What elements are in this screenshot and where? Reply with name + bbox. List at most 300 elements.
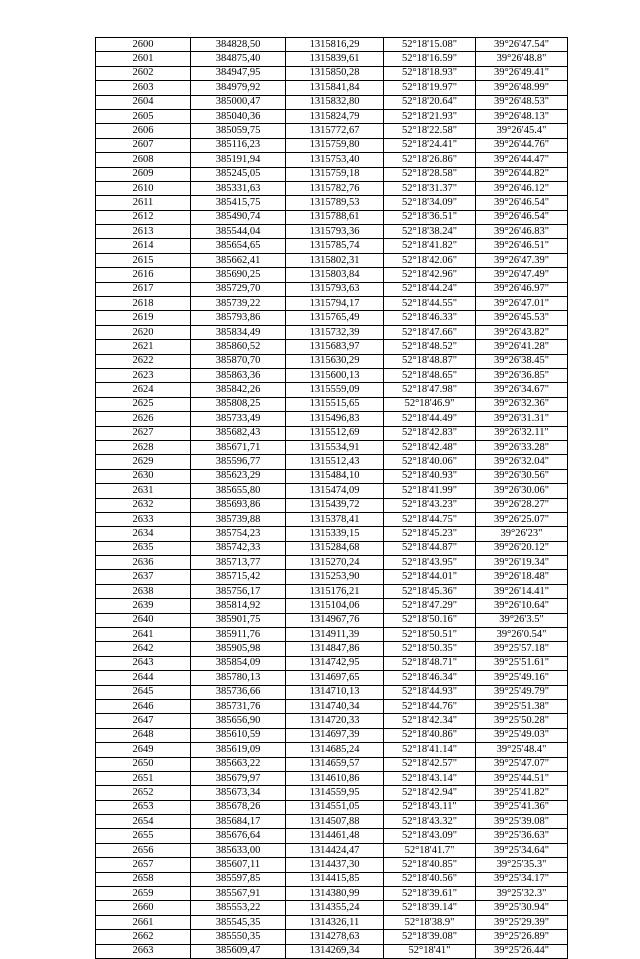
y-coordinate-cell: 1314610,86 [286,771,384,785]
latitude-cell: 52°18'41.14" [384,743,476,757]
y-coordinate-cell: 1315284,68 [286,541,384,555]
longitude-cell: 39°26'32.36" [476,397,568,411]
longitude-cell: 39°26'18.48" [476,570,568,584]
point-number-cell: 2618 [96,297,191,311]
x-coordinate-cell: 385682,43 [191,426,286,440]
longitude-cell: 39°26'47.49" [476,268,568,282]
x-coordinate-cell: 385545,35 [191,915,286,929]
latitude-cell: 52°18'48.52" [384,340,476,354]
longitude-cell: 39°26'10.64" [476,599,568,613]
latitude-cell: 52°18'40.56" [384,872,476,886]
y-coordinate-cell: 1315683,97 [286,340,384,354]
table-row [96,642,568,656]
table-row [96,714,568,728]
table-row [96,282,568,296]
y-coordinate-cell: 1315759,18 [286,167,384,181]
latitude-cell: 52°18'48.87" [384,354,476,368]
latitude-cell: 52°18'42.48" [384,440,476,454]
y-coordinate-cell: 1315841,84 [286,81,384,95]
longitude-cell: 39°26'43.82" [476,325,568,339]
x-coordinate-cell: 385780,13 [191,671,286,685]
table-row [96,397,568,411]
y-coordinate-cell: 1314685,24 [286,743,384,757]
latitude-cell: 52°18'46.33" [384,311,476,325]
latitude-cell: 52°18'44.76" [384,699,476,713]
latitude-cell: 52°18'40.06" [384,455,476,469]
x-coordinate-cell: 385808,25 [191,397,286,411]
y-coordinate-cell: 1315839,61 [286,52,384,66]
point-number-cell: 2655 [96,829,191,843]
y-coordinate-cell: 1315253,90 [286,570,384,584]
y-coordinate-cell: 1315534,91 [286,440,384,454]
y-coordinate-cell: 1315753,40 [286,153,384,167]
point-number-cell: 2607 [96,138,191,152]
longitude-cell: 39°25'36.63" [476,829,568,843]
y-coordinate-cell: 1314380,99 [286,887,384,901]
table-row [96,239,568,253]
x-coordinate-cell: 385116,23 [191,138,286,152]
latitude-cell: 52°18'43.32" [384,815,476,829]
y-coordinate-cell: 1315788,61 [286,210,384,224]
table-row [96,340,568,354]
table-row [96,743,568,757]
x-coordinate-cell: 385756,17 [191,584,286,598]
latitude-cell: 52°18'44.87" [384,541,476,555]
longitude-cell: 39°26'19.34" [476,556,568,570]
longitude-cell: 39°25'47.07" [476,757,568,771]
table-row [96,297,568,311]
table-row [96,613,568,627]
point-number-cell: 2612 [96,210,191,224]
x-coordinate-cell: 385662,41 [191,253,286,267]
point-number-cell: 2617 [96,282,191,296]
table-row [96,527,568,541]
y-coordinate-cell: 1315339,15 [286,527,384,541]
y-coordinate-cell: 1315789,53 [286,196,384,210]
y-coordinate-cell: 1315176,21 [286,584,384,598]
longitude-cell: 39°26'48.53" [476,95,568,109]
table-row [96,556,568,570]
latitude-cell: 52°18'18.93" [384,66,476,80]
latitude-cell: 52°18'46.9" [384,397,476,411]
x-coordinate-cell: 384828,50 [191,38,286,52]
longitude-cell: 39°25'49.03" [476,728,568,742]
x-coordinate-cell: 385567,91 [191,887,286,901]
y-coordinate-cell: 1315824,79 [286,109,384,123]
x-coordinate-cell: 385059,75 [191,124,286,138]
point-number-cell: 2652 [96,786,191,800]
point-number-cell: 2640 [96,613,191,627]
x-coordinate-cell: 385553,22 [191,901,286,915]
longitude-cell: 39°25'30.94" [476,901,568,915]
x-coordinate-cell: 385000,47 [191,95,286,109]
longitude-cell: 39°26'3.5" [476,613,568,627]
y-coordinate-cell: 1315772,67 [286,124,384,138]
x-coordinate-cell: 385693,86 [191,498,286,512]
longitude-cell: 39°26'30.06" [476,484,568,498]
longitude-cell: 39°26'0.54" [476,628,568,642]
y-coordinate-cell: 1315600,13 [286,368,384,382]
longitude-cell: 39°26'38.45" [476,354,568,368]
latitude-cell: 52°18'16.59" [384,52,476,66]
point-number-cell: 2601 [96,52,191,66]
table-row [96,829,568,843]
y-coordinate-cell: 1315794,17 [286,297,384,311]
longitude-cell: 39°26'44.82" [476,167,568,181]
table-row [96,268,568,282]
point-number-cell: 2632 [96,498,191,512]
point-number-cell: 2602 [96,66,191,80]
latitude-cell: 52°18'42.06" [384,253,476,267]
x-coordinate-cell: 385550,35 [191,930,286,944]
table-row [96,253,568,267]
longitude-cell: 39°25'26.89" [476,930,568,944]
table-row [96,81,568,95]
table-row [96,887,568,901]
table-row [96,815,568,829]
y-coordinate-cell: 1315270,24 [286,556,384,570]
table-row [96,469,568,483]
longitude-cell: 39°26'46.54" [476,210,568,224]
point-number-cell: 2600 [96,38,191,52]
longitude-cell: 39°26'20.12" [476,541,568,555]
table-row [96,311,568,325]
point-number-cell: 2628 [96,440,191,454]
x-coordinate-cell: 385754,23 [191,527,286,541]
x-coordinate-cell: 385654,65 [191,239,286,253]
table-row [96,455,568,469]
latitude-cell: 52°18'45.23" [384,527,476,541]
y-coordinate-cell: 1314659,57 [286,757,384,771]
longitude-cell: 39°25'29.39" [476,915,568,929]
longitude-cell: 39°26'45.53" [476,311,568,325]
longitude-cell: 39°26'47.54" [476,38,568,52]
point-number-cell: 2626 [96,412,191,426]
point-number-cell: 2643 [96,656,191,670]
y-coordinate-cell: 1315793,36 [286,225,384,239]
y-coordinate-cell: 1315378,41 [286,512,384,526]
longitude-cell: 39°25'41.82" [476,786,568,800]
y-coordinate-cell: 1315803,84 [286,268,384,282]
table-row [96,628,568,642]
latitude-cell: 52°18'40.86" [384,728,476,742]
longitude-cell: 39°26'46.97" [476,282,568,296]
table-row [96,484,568,498]
point-number-cell: 2659 [96,887,191,901]
latitude-cell: 52°18'43.95" [384,556,476,570]
longitude-cell: 39°26'14.41" [476,584,568,598]
point-number-cell: 2660 [96,901,191,915]
point-number-cell: 2648 [96,728,191,742]
table-row [96,728,568,742]
table-row [96,412,568,426]
coordinate-table [95,37,568,959]
latitude-cell: 52°18'44.01" [384,570,476,584]
point-number-cell: 2654 [96,815,191,829]
point-number-cell: 2620 [96,325,191,339]
point-number-cell: 2649 [96,743,191,757]
longitude-cell: 39°26'46.54" [476,196,568,210]
longitude-cell: 39°26'34.67" [476,383,568,397]
latitude-cell: 52°18'45.36" [384,584,476,598]
x-coordinate-cell: 385834,49 [191,325,286,339]
point-number-cell: 2658 [96,872,191,886]
x-coordinate-cell: 385671,71 [191,440,286,454]
y-coordinate-cell: 1314415,85 [286,872,384,886]
longitude-cell: 39°25'51.38" [476,699,568,713]
table-row [96,786,568,800]
table-row [96,901,568,915]
point-number-cell: 2636 [96,556,191,570]
latitude-cell: 52°18'26.86" [384,153,476,167]
y-coordinate-cell: 1315793,63 [286,282,384,296]
point-number-cell: 2613 [96,225,191,239]
point-number-cell: 2616 [96,268,191,282]
table-row [96,368,568,382]
point-number-cell: 2661 [96,915,191,929]
latitude-cell: 52°18'36.51" [384,210,476,224]
latitude-cell: 52°18'41" [384,944,476,958]
latitude-cell: 52°18'44.55" [384,297,476,311]
latitude-cell: 52°18'47.29" [384,599,476,613]
y-coordinate-cell: 1315439,72 [286,498,384,512]
longitude-cell: 39°25'34.64" [476,843,568,857]
y-coordinate-cell: 1315512,69 [286,426,384,440]
table-row [96,685,568,699]
point-number-cell: 2625 [96,397,191,411]
point-number-cell: 2619 [96,311,191,325]
latitude-cell: 52°18'31.37" [384,181,476,195]
latitude-cell: 52°18'39.61" [384,887,476,901]
y-coordinate-cell: 1315484,10 [286,469,384,483]
longitude-cell: 39°26'46.51" [476,239,568,253]
table-row [96,843,568,857]
latitude-cell: 52°18'19.97" [384,81,476,95]
latitude-cell: 52°18'39.14" [384,901,476,915]
y-coordinate-cell: 1315832,80 [286,95,384,109]
y-coordinate-cell: 1315850,28 [286,66,384,80]
table-row [96,95,568,109]
x-coordinate-cell: 385331,63 [191,181,286,195]
y-coordinate-cell: 1315559,09 [286,383,384,397]
y-coordinate-cell: 1315785,74 [286,239,384,253]
table-row [96,66,568,80]
y-coordinate-cell: 1315474,09 [286,484,384,498]
point-number-cell: 2610 [96,181,191,195]
y-coordinate-cell: 1315630,29 [286,354,384,368]
y-coordinate-cell: 1314461,48 [286,829,384,843]
point-number-cell: 2651 [96,771,191,785]
latitude-cell: 52°18'47.66" [384,325,476,339]
longitude-cell: 39°26'46.12" [476,181,568,195]
x-coordinate-cell: 385673,34 [191,786,286,800]
longitude-cell: 39°26'28.27" [476,498,568,512]
point-number-cell: 2633 [96,512,191,526]
point-number-cell: 2608 [96,153,191,167]
longitude-cell: 39°26'44.47" [476,153,568,167]
point-number-cell: 2645 [96,685,191,699]
point-number-cell: 2647 [96,714,191,728]
table-row [96,498,568,512]
longitude-cell: 39°26'47.01" [476,297,568,311]
x-coordinate-cell: 385607,11 [191,858,286,872]
x-coordinate-cell: 384947,95 [191,66,286,80]
y-coordinate-cell: 1314847,86 [286,642,384,656]
x-coordinate-cell: 385040,36 [191,109,286,123]
x-coordinate-cell: 385679,97 [191,771,286,785]
y-coordinate-cell: 1314355,24 [286,901,384,915]
y-coordinate-cell: 1315512,43 [286,455,384,469]
x-coordinate-cell: 385742,33 [191,541,286,555]
longitude-cell: 39°26'32.04" [476,455,568,469]
x-coordinate-cell: 385597,85 [191,872,286,886]
point-number-cell: 2627 [96,426,191,440]
point-number-cell: 2635 [96,541,191,555]
latitude-cell: 52°18'43.11" [384,800,476,814]
latitude-cell: 52°18'44.49" [384,412,476,426]
latitude-cell: 52°18'38.9" [384,915,476,929]
table-row [96,570,568,584]
longitude-cell: 39°26'48.13" [476,109,568,123]
table-row [96,153,568,167]
longitude-cell: 39°25'50.28" [476,714,568,728]
x-coordinate-cell: 385623,29 [191,469,286,483]
y-coordinate-cell: 1315802,31 [286,253,384,267]
table-row [96,196,568,210]
latitude-cell: 52°18'15.08" [384,38,476,52]
x-coordinate-cell: 385739,88 [191,512,286,526]
point-number-cell: 2646 [96,699,191,713]
x-coordinate-cell: 385678,26 [191,800,286,814]
x-coordinate-cell: 385690,25 [191,268,286,282]
latitude-cell: 52°18'42.96" [384,268,476,282]
point-number-cell: 2604 [96,95,191,109]
x-coordinate-cell: 385544,04 [191,225,286,239]
latitude-cell: 52°18'44.75" [384,512,476,526]
table-row [96,167,568,181]
y-coordinate-cell: 1314740,34 [286,699,384,713]
latitude-cell: 52°18'20.64" [384,95,476,109]
x-coordinate-cell: 385814,92 [191,599,286,613]
point-number-cell: 2662 [96,930,191,944]
latitude-cell: 52°18'40.93" [384,469,476,483]
longitude-cell: 39°25'35.3" [476,858,568,872]
x-coordinate-cell: 384875,40 [191,52,286,66]
x-coordinate-cell: 385676,64 [191,829,286,843]
longitude-cell: 39°25'41.36" [476,800,568,814]
x-coordinate-cell: 385870,70 [191,354,286,368]
table-row [96,599,568,613]
y-coordinate-cell: 1314697,65 [286,671,384,685]
table-row [96,354,568,368]
table-row [96,138,568,152]
point-number-cell: 2639 [96,599,191,613]
longitude-cell: 39°25'49.16" [476,671,568,685]
point-number-cell: 2624 [96,383,191,397]
longitude-cell: 39°26'31.31" [476,412,568,426]
point-number-cell: 2615 [96,253,191,267]
longitude-cell: 39°26'44.76" [476,138,568,152]
table-row [96,426,568,440]
x-coordinate-cell: 385655,80 [191,484,286,498]
table-row [96,930,568,944]
x-coordinate-cell: 385842,26 [191,383,286,397]
latitude-cell: 52°18'43.09" [384,829,476,843]
y-coordinate-cell: 1314269,34 [286,944,384,958]
x-coordinate-cell: 385793,86 [191,311,286,325]
latitude-cell: 52°18'43.14" [384,771,476,785]
longitude-cell: 39°26'41.28" [476,340,568,354]
table-row [96,541,568,555]
table-row [96,383,568,397]
longitude-cell: 39°26'23" [476,527,568,541]
latitude-cell: 52°18'50.16" [384,613,476,627]
latitude-cell: 52°18'21.93" [384,109,476,123]
latitude-cell: 52°18'40.85" [384,858,476,872]
latitude-cell: 52°18'38.24" [384,225,476,239]
x-coordinate-cell: 384979,92 [191,81,286,95]
table-row [96,944,568,958]
latitude-cell: 52°18'28.58" [384,167,476,181]
latitude-cell: 52°18'42.94" [384,786,476,800]
y-coordinate-cell: 1314742,95 [286,656,384,670]
point-number-cell: 2603 [96,81,191,95]
x-coordinate-cell: 385901,75 [191,613,286,627]
y-coordinate-cell: 1315765,49 [286,311,384,325]
y-coordinate-cell: 1314720,33 [286,714,384,728]
point-number-cell: 2638 [96,584,191,598]
x-coordinate-cell: 385863,36 [191,368,286,382]
point-number-cell: 2663 [96,944,191,958]
y-coordinate-cell: 1314424,47 [286,843,384,857]
longitude-cell: 39°25'39.08" [476,815,568,829]
point-number-cell: 2644 [96,671,191,685]
point-number-cell: 2656 [96,843,191,857]
point-number-cell: 2653 [96,800,191,814]
latitude-cell: 52°18'43.23" [384,498,476,512]
latitude-cell: 52°18'48.71" [384,656,476,670]
latitude-cell: 52°18'50.51" [384,628,476,642]
point-number-cell: 2634 [96,527,191,541]
x-coordinate-cell: 385905,98 [191,642,286,656]
x-coordinate-cell: 385633,00 [191,843,286,857]
x-coordinate-cell: 385684,17 [191,815,286,829]
longitude-cell: 39°26'36.85" [476,368,568,382]
x-coordinate-cell: 385663,22 [191,757,286,771]
table-row [96,124,568,138]
x-coordinate-cell: 385733,49 [191,412,286,426]
y-coordinate-cell: 1315515,65 [286,397,384,411]
latitude-cell: 52°18'42.83" [384,426,476,440]
longitude-cell: 39°25'48.4" [476,743,568,757]
point-number-cell: 2637 [96,570,191,584]
longitude-cell: 39°25'26.44" [476,944,568,958]
longitude-cell: 39°25'32.3" [476,887,568,901]
x-coordinate-cell: 385729,70 [191,282,286,296]
y-coordinate-cell: 1314437,30 [286,858,384,872]
table-row [96,325,568,339]
table-row [96,210,568,224]
x-coordinate-cell: 385656,90 [191,714,286,728]
x-coordinate-cell: 385415,75 [191,196,286,210]
x-coordinate-cell: 385911,76 [191,628,286,642]
latitude-cell: 52°18'34.09" [384,196,476,210]
y-coordinate-cell: 1314326,11 [286,915,384,929]
point-number-cell: 2611 [96,196,191,210]
longitude-cell: 39°25'44.51" [476,771,568,785]
y-coordinate-cell: 1314967,76 [286,613,384,627]
table-row [96,671,568,685]
